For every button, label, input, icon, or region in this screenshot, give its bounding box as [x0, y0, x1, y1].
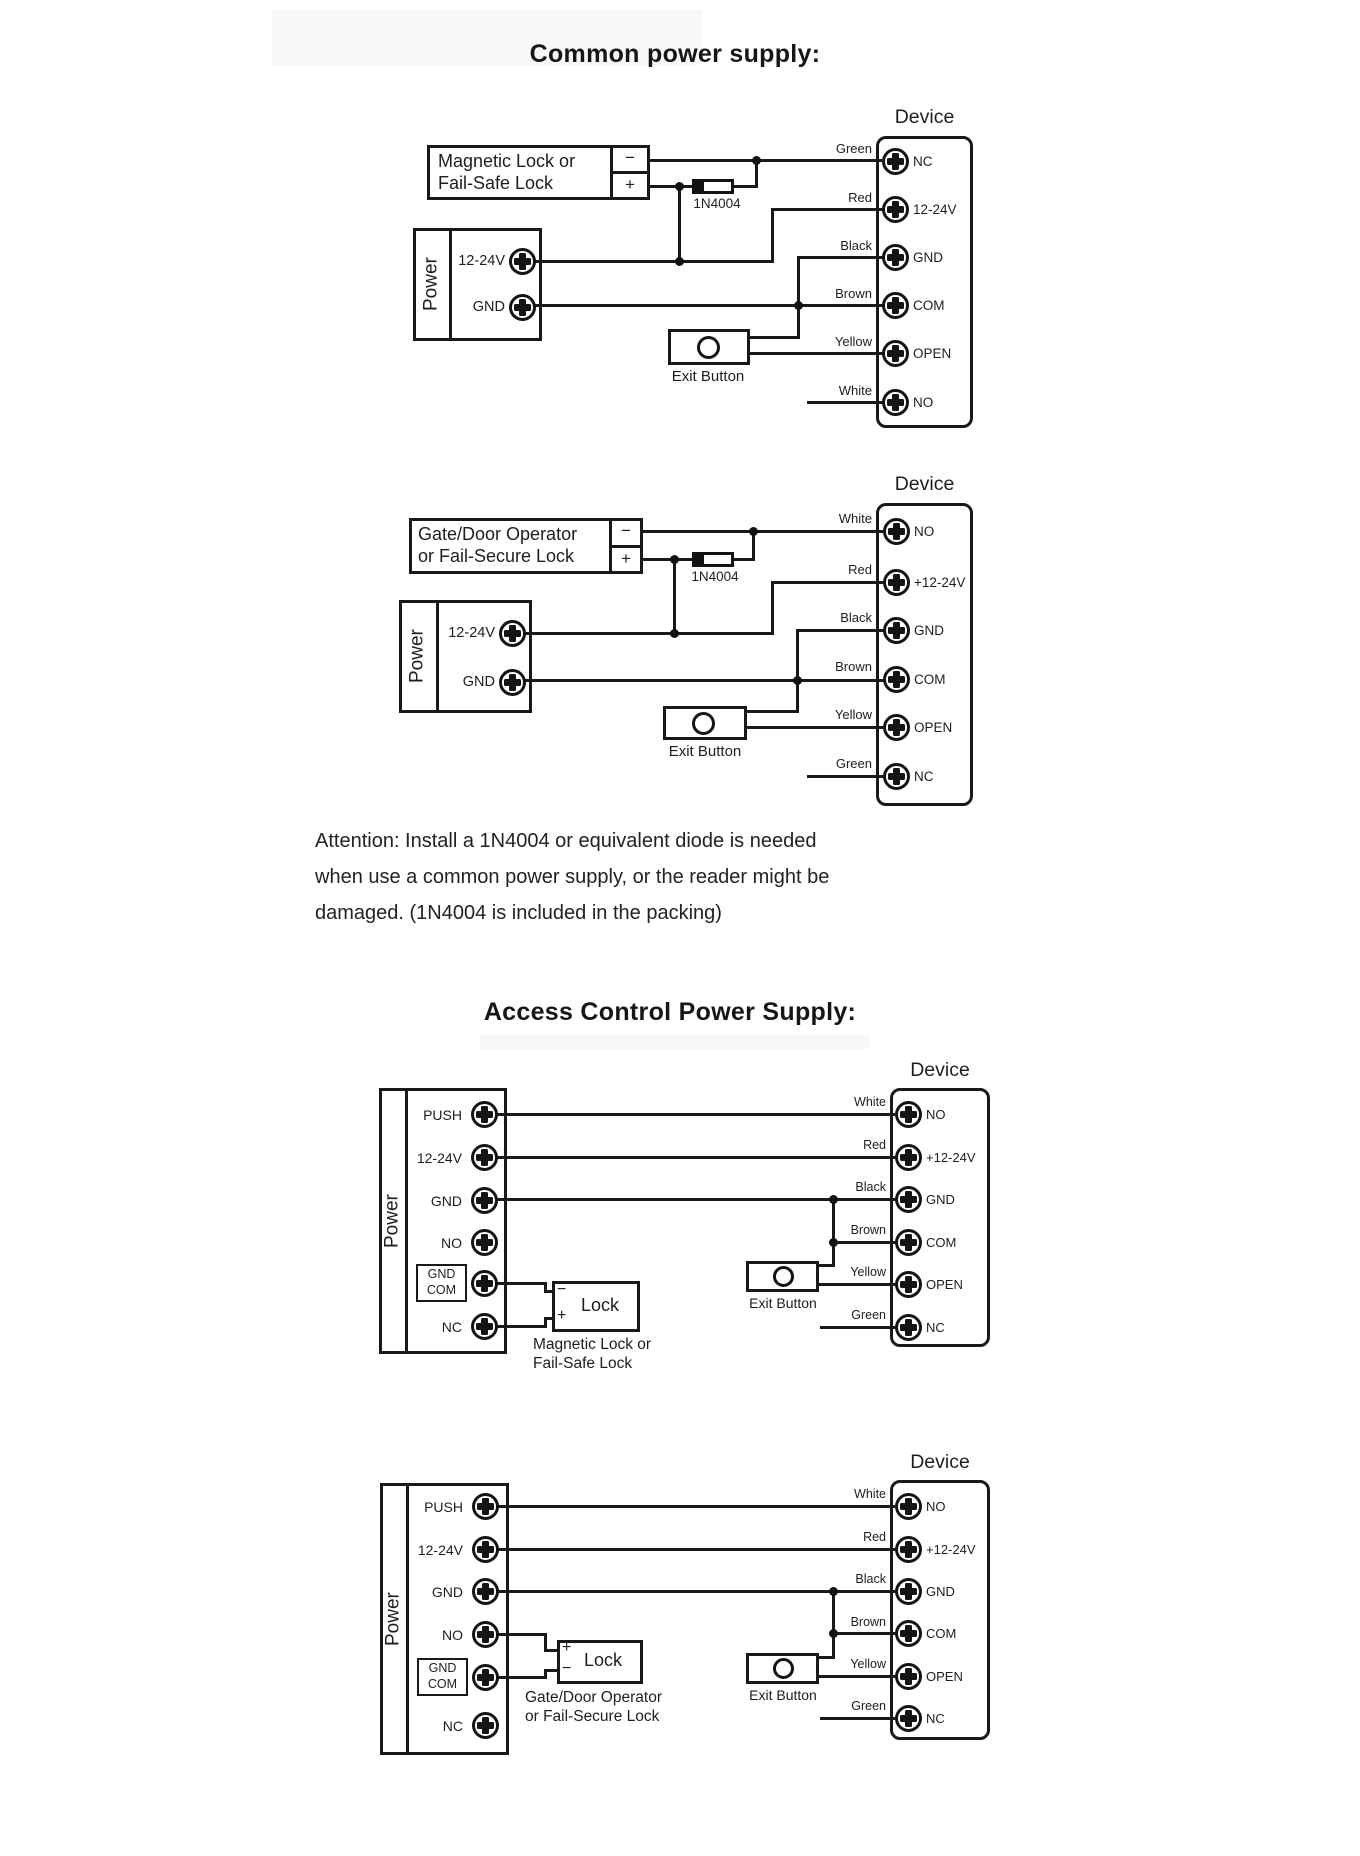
- minus-sign: −: [557, 1281, 567, 1298]
- junction-dot: [670, 629, 679, 638]
- wire: [643, 558, 694, 561]
- power-terminal-label: 12-24V: [458, 253, 505, 269]
- wire-green: [650, 159, 882, 162]
- wire-yellow: [819, 1675, 895, 1678]
- wire: [678, 185, 681, 263]
- exit-button-icon: [773, 1266, 794, 1287]
- wire-white: [498, 1505, 895, 1508]
- wire-color-label: Green: [835, 756, 872, 771]
- screw-terminal-icon: [471, 1270, 498, 1297]
- power-terminal-label: NC: [441, 1319, 462, 1335]
- junction-dot: [829, 1195, 838, 1204]
- wire-color-label: Green: [835, 141, 872, 156]
- wire-yellow: [819, 1283, 895, 1286]
- device-terminal-label: NO: [914, 524, 935, 539]
- screw-terminal-icon: [472, 1578, 499, 1605]
- screw-terminal-icon: [895, 1229, 922, 1256]
- wire-red: [771, 208, 883, 211]
- wire-color-label: White: [854, 1095, 886, 1109]
- screw-terminal-icon: [895, 1101, 922, 1128]
- power-title: Power: [420, 257, 442, 312]
- power-terminal-label: GND: [427, 1267, 456, 1281]
- wire-brown: [525, 679, 884, 682]
- wire-color-label: Red: [863, 1530, 886, 1544]
- screw-terminal-icon: [895, 1186, 922, 1213]
- device-terminal-label: NC: [913, 154, 933, 169]
- device-box: [876, 503, 973, 806]
- screw-terminal-icon: [882, 196, 909, 223]
- screw-terminal-icon: [471, 1101, 498, 1128]
- power-title: Power: [406, 629, 428, 684]
- wire-color-label: White: [838, 383, 872, 398]
- device-terminal-label: COM: [914, 672, 946, 687]
- screw-terminal-icon: [895, 1536, 922, 1563]
- wire-color-label: Black: [855, 1180, 886, 1194]
- wire: [734, 185, 757, 188]
- screw-terminal-icon: [509, 294, 536, 321]
- device-terminal-label: +12-24V: [914, 575, 966, 590]
- attention-note-line1: Attention: Install a 1N4004 or equivalent diode is needed: [315, 830, 817, 852]
- lock-label-line2: Fail-Safe Lock: [438, 173, 554, 193]
- junction-dot: [829, 1238, 838, 1247]
- minus-sign: −: [621, 521, 631, 540]
- power-terminal-label: GND: [431, 1584, 463, 1600]
- power-terminal-label: GND: [462, 674, 495, 690]
- power-terminal-label: COM: [427, 1677, 458, 1691]
- screw-terminal-icon: [882, 340, 909, 367]
- wire-yellow: [750, 352, 883, 355]
- lock-caption-line1: Magnetic Lock or: [533, 1336, 652, 1353]
- screw-terminal-icon: [499, 669, 526, 696]
- wire: [750, 336, 799, 339]
- screw-terminal-icon: [895, 1663, 922, 1690]
- diode-label: 1N4004: [691, 569, 739, 584]
- wire-color-label: Yellow: [850, 1265, 886, 1279]
- wire-brown: [832, 1241, 896, 1244]
- wire: [535, 260, 772, 263]
- wire-color-label: Brown: [835, 659, 872, 674]
- screw-terminal-icon: [882, 389, 909, 416]
- wire: [673, 558, 676, 635]
- junction-dot: [675, 182, 684, 191]
- screw-terminal-icon: [471, 1187, 498, 1214]
- plus-sign: +: [557, 1307, 567, 1324]
- plus-sign: +: [562, 1639, 572, 1656]
- wire-yellow: [747, 726, 883, 729]
- section-title-access: Access Control Power Supply:: [483, 998, 857, 1026]
- lock-caption-line2: Fail-Safe Lock: [533, 1355, 633, 1372]
- minus-sign: −: [625, 148, 635, 167]
- device-title: Device: [910, 1451, 970, 1473]
- wire-color-label: Green: [851, 1308, 886, 1322]
- power-terminal-label: 12-24V: [416, 1150, 462, 1166]
- screw-terminal-icon: [472, 1536, 499, 1563]
- device-terminal-label: GND: [926, 1584, 955, 1599]
- wire-color-label: Red: [848, 190, 872, 205]
- wire-green: [820, 1326, 895, 1329]
- device-terminal-label: OPEN: [926, 1277, 963, 1292]
- junction-dot: [829, 1587, 838, 1596]
- wire-color-label: Black: [840, 610, 872, 625]
- screw-terminal-icon: [883, 666, 910, 693]
- lock-label-line2: or Fail-Secure Lock: [418, 546, 575, 566]
- power-terminal-label: NO: [442, 1627, 463, 1643]
- power-title: Power: [382, 1592, 404, 1646]
- wire: [771, 581, 774, 635]
- wire-color-label: Red: [848, 562, 872, 577]
- junction-dot: [752, 156, 761, 165]
- wire-white: [807, 401, 883, 404]
- screw-terminal-icon: [499, 620, 526, 647]
- screw-terminal-icon: [471, 1144, 498, 1171]
- wire-color-label: White: [854, 1487, 886, 1501]
- wire-color-label: White: [838, 511, 872, 526]
- power-terminal-label: GND: [472, 299, 505, 315]
- wire: [796, 629, 799, 713]
- power-terminal-label: 12-24V: [417, 1542, 463, 1558]
- screw-terminal-icon: [509, 248, 536, 275]
- screw-terminal-icon: [895, 1493, 922, 1520]
- wire: [544, 1669, 558, 1672]
- screw-terminal-icon: [472, 1621, 499, 1648]
- wire: [771, 208, 774, 263]
- lock-caption-line2: or Fail-Secure Lock: [525, 1708, 660, 1725]
- device-terminal-label: +12-24V: [926, 1150, 976, 1165]
- attention-note-line2: when use a common power supply, or the reader might be: [315, 866, 830, 888]
- power-terminal-label: 12-24V: [448, 625, 495, 641]
- device-title: Device: [910, 1059, 970, 1081]
- wire-black: [797, 256, 883, 259]
- polarity-divider: [610, 171, 650, 174]
- wire: [797, 256, 800, 339]
- wire-white: [497, 1113, 895, 1116]
- exit-button-label: Exit Button: [749, 1687, 817, 1703]
- lock-label-line1: Magnetic Lock or: [438, 151, 576, 171]
- plus-sign: +: [621, 549, 631, 568]
- device-terminal-label: COM: [926, 1626, 957, 1641]
- power-terminal-label: COM: [426, 1283, 457, 1297]
- exit-button-label: Exit Button: [749, 1295, 817, 1311]
- device-terminal-label: OPEN: [913, 346, 952, 361]
- wire-white: [643, 530, 883, 533]
- device-terminal-label: GND: [914, 623, 944, 638]
- wire-color-label: Black: [855, 1572, 886, 1586]
- device-terminal-label: GND: [913, 250, 943, 265]
- screw-terminal-icon: [472, 1664, 499, 1691]
- screw-terminal-icon: [882, 292, 909, 319]
- polarity-divider: [609, 545, 643, 548]
- device-terminal-label: OPEN: [914, 720, 953, 735]
- wire: [734, 558, 754, 561]
- wire-red: [771, 581, 884, 584]
- power-terminal-label: NO: [441, 1235, 462, 1251]
- wire-color-label: Yellow: [850, 1657, 886, 1671]
- wire-red: [497, 1156, 895, 1159]
- screw-terminal-icon: [472, 1712, 499, 1739]
- wire-color-label: Brown: [850, 1615, 886, 1629]
- power-terminal-label: PUSH: [424, 1499, 463, 1515]
- scan-artifact: [480, 1035, 870, 1049]
- device-terminal-label: NC: [926, 1320, 945, 1335]
- lock-label: Lock: [581, 1295, 620, 1315]
- attention-note-line3: damaged. (1N4004 is included in the packing): [315, 902, 722, 924]
- junction-dot: [749, 527, 758, 536]
- screw-terminal-icon: [895, 1271, 922, 1298]
- wire-color-label: Brown: [835, 286, 872, 301]
- device-terminal-label: COM: [913, 298, 945, 313]
- device-terminal-label: 12-24V: [913, 202, 957, 217]
- screw-terminal-icon: [882, 148, 909, 175]
- junction-dot: [675, 257, 684, 266]
- screw-terminal-icon: [895, 1314, 922, 1341]
- screw-terminal-icon: [471, 1229, 498, 1256]
- diode-1n4004-icon: [692, 179, 734, 194]
- wire-color-label: Black: [840, 238, 872, 253]
- section-title-common: Common power supply:: [529, 40, 821, 68]
- screw-terminal-icon: [895, 1620, 922, 1647]
- device-title: Device: [894, 473, 955, 495]
- screw-terminal-icon: [882, 244, 909, 271]
- wire-red: [498, 1548, 895, 1551]
- wire-green: [807, 775, 883, 778]
- wire-color-label: Green: [851, 1699, 886, 1713]
- exit-button-label: Exit Button: [668, 743, 742, 760]
- device-terminal-label: NO: [926, 1499, 946, 1514]
- device-terminal-label: NC: [926, 1711, 945, 1726]
- wire-color-label: Yellow: [834, 334, 872, 349]
- diode-label: 1N4004: [693, 196, 741, 211]
- device-terminal-label: NC: [914, 769, 934, 784]
- diode-1n4004-icon: [692, 552, 734, 567]
- wire-black: [796, 629, 884, 632]
- junction-dot: [829, 1629, 838, 1638]
- screw-terminal-icon: [883, 569, 910, 596]
- screw-terminal-icon: [883, 714, 910, 741]
- wire-color-label: Yellow: [834, 707, 872, 722]
- device-terminal-label: NO: [913, 395, 934, 410]
- screw-terminal-icon: [883, 763, 910, 790]
- wire: [650, 185, 694, 188]
- junction-dot: [793, 676, 802, 685]
- junction-dot: [794, 301, 803, 310]
- wire: [544, 1649, 558, 1652]
- wire: [747, 710, 797, 713]
- power-terminal-label: GND: [428, 1661, 457, 1675]
- exit-button-label: Exit Button: [671, 368, 745, 385]
- screw-terminal-icon: [883, 518, 910, 545]
- wire-brown: [832, 1632, 896, 1635]
- wire: [525, 632, 773, 635]
- plus-sign: +: [625, 175, 635, 194]
- power-terminal-label: NC: [442, 1718, 463, 1734]
- power-terminal-label: PUSH: [423, 1107, 462, 1123]
- wire-color-label: Brown: [850, 1223, 886, 1237]
- exit-button-icon: [697, 336, 720, 359]
- device-terminal-label: OPEN: [926, 1669, 963, 1684]
- screw-terminal-icon: [895, 1144, 922, 1171]
- device-terminal-label: COM: [926, 1235, 957, 1250]
- device-box: [876, 136, 973, 428]
- screw-terminal-icon: [471, 1313, 498, 1340]
- screw-terminal-icon: [895, 1578, 922, 1605]
- screw-terminal-icon: [883, 617, 910, 644]
- power-terminal-label: GND: [430, 1193, 462, 1209]
- exit-button-icon: [773, 1658, 794, 1679]
- device-terminal-label: GND: [926, 1192, 955, 1207]
- device-terminal-label: +12-24V: [926, 1542, 976, 1557]
- junction-dot: [670, 555, 679, 564]
- screw-terminal-icon: [472, 1493, 499, 1520]
- wire-brown: [535, 304, 883, 307]
- lock-label: Lock: [584, 1650, 623, 1670]
- device-title: Device: [894, 106, 955, 128]
- wire-green: [820, 1717, 895, 1720]
- device-terminal-label: NO: [926, 1107, 946, 1122]
- wire-color-label: Red: [863, 1138, 886, 1152]
- power-title: Power: [381, 1194, 403, 1248]
- exit-button-icon: [692, 712, 715, 735]
- lock-label-line1: Gate/Door Operator: [418, 524, 578, 544]
- screw-terminal-icon: [895, 1705, 922, 1732]
- lock-caption-line1: Gate/Door Operator: [525, 1689, 662, 1706]
- minus-sign: −: [562, 1660, 572, 1677]
